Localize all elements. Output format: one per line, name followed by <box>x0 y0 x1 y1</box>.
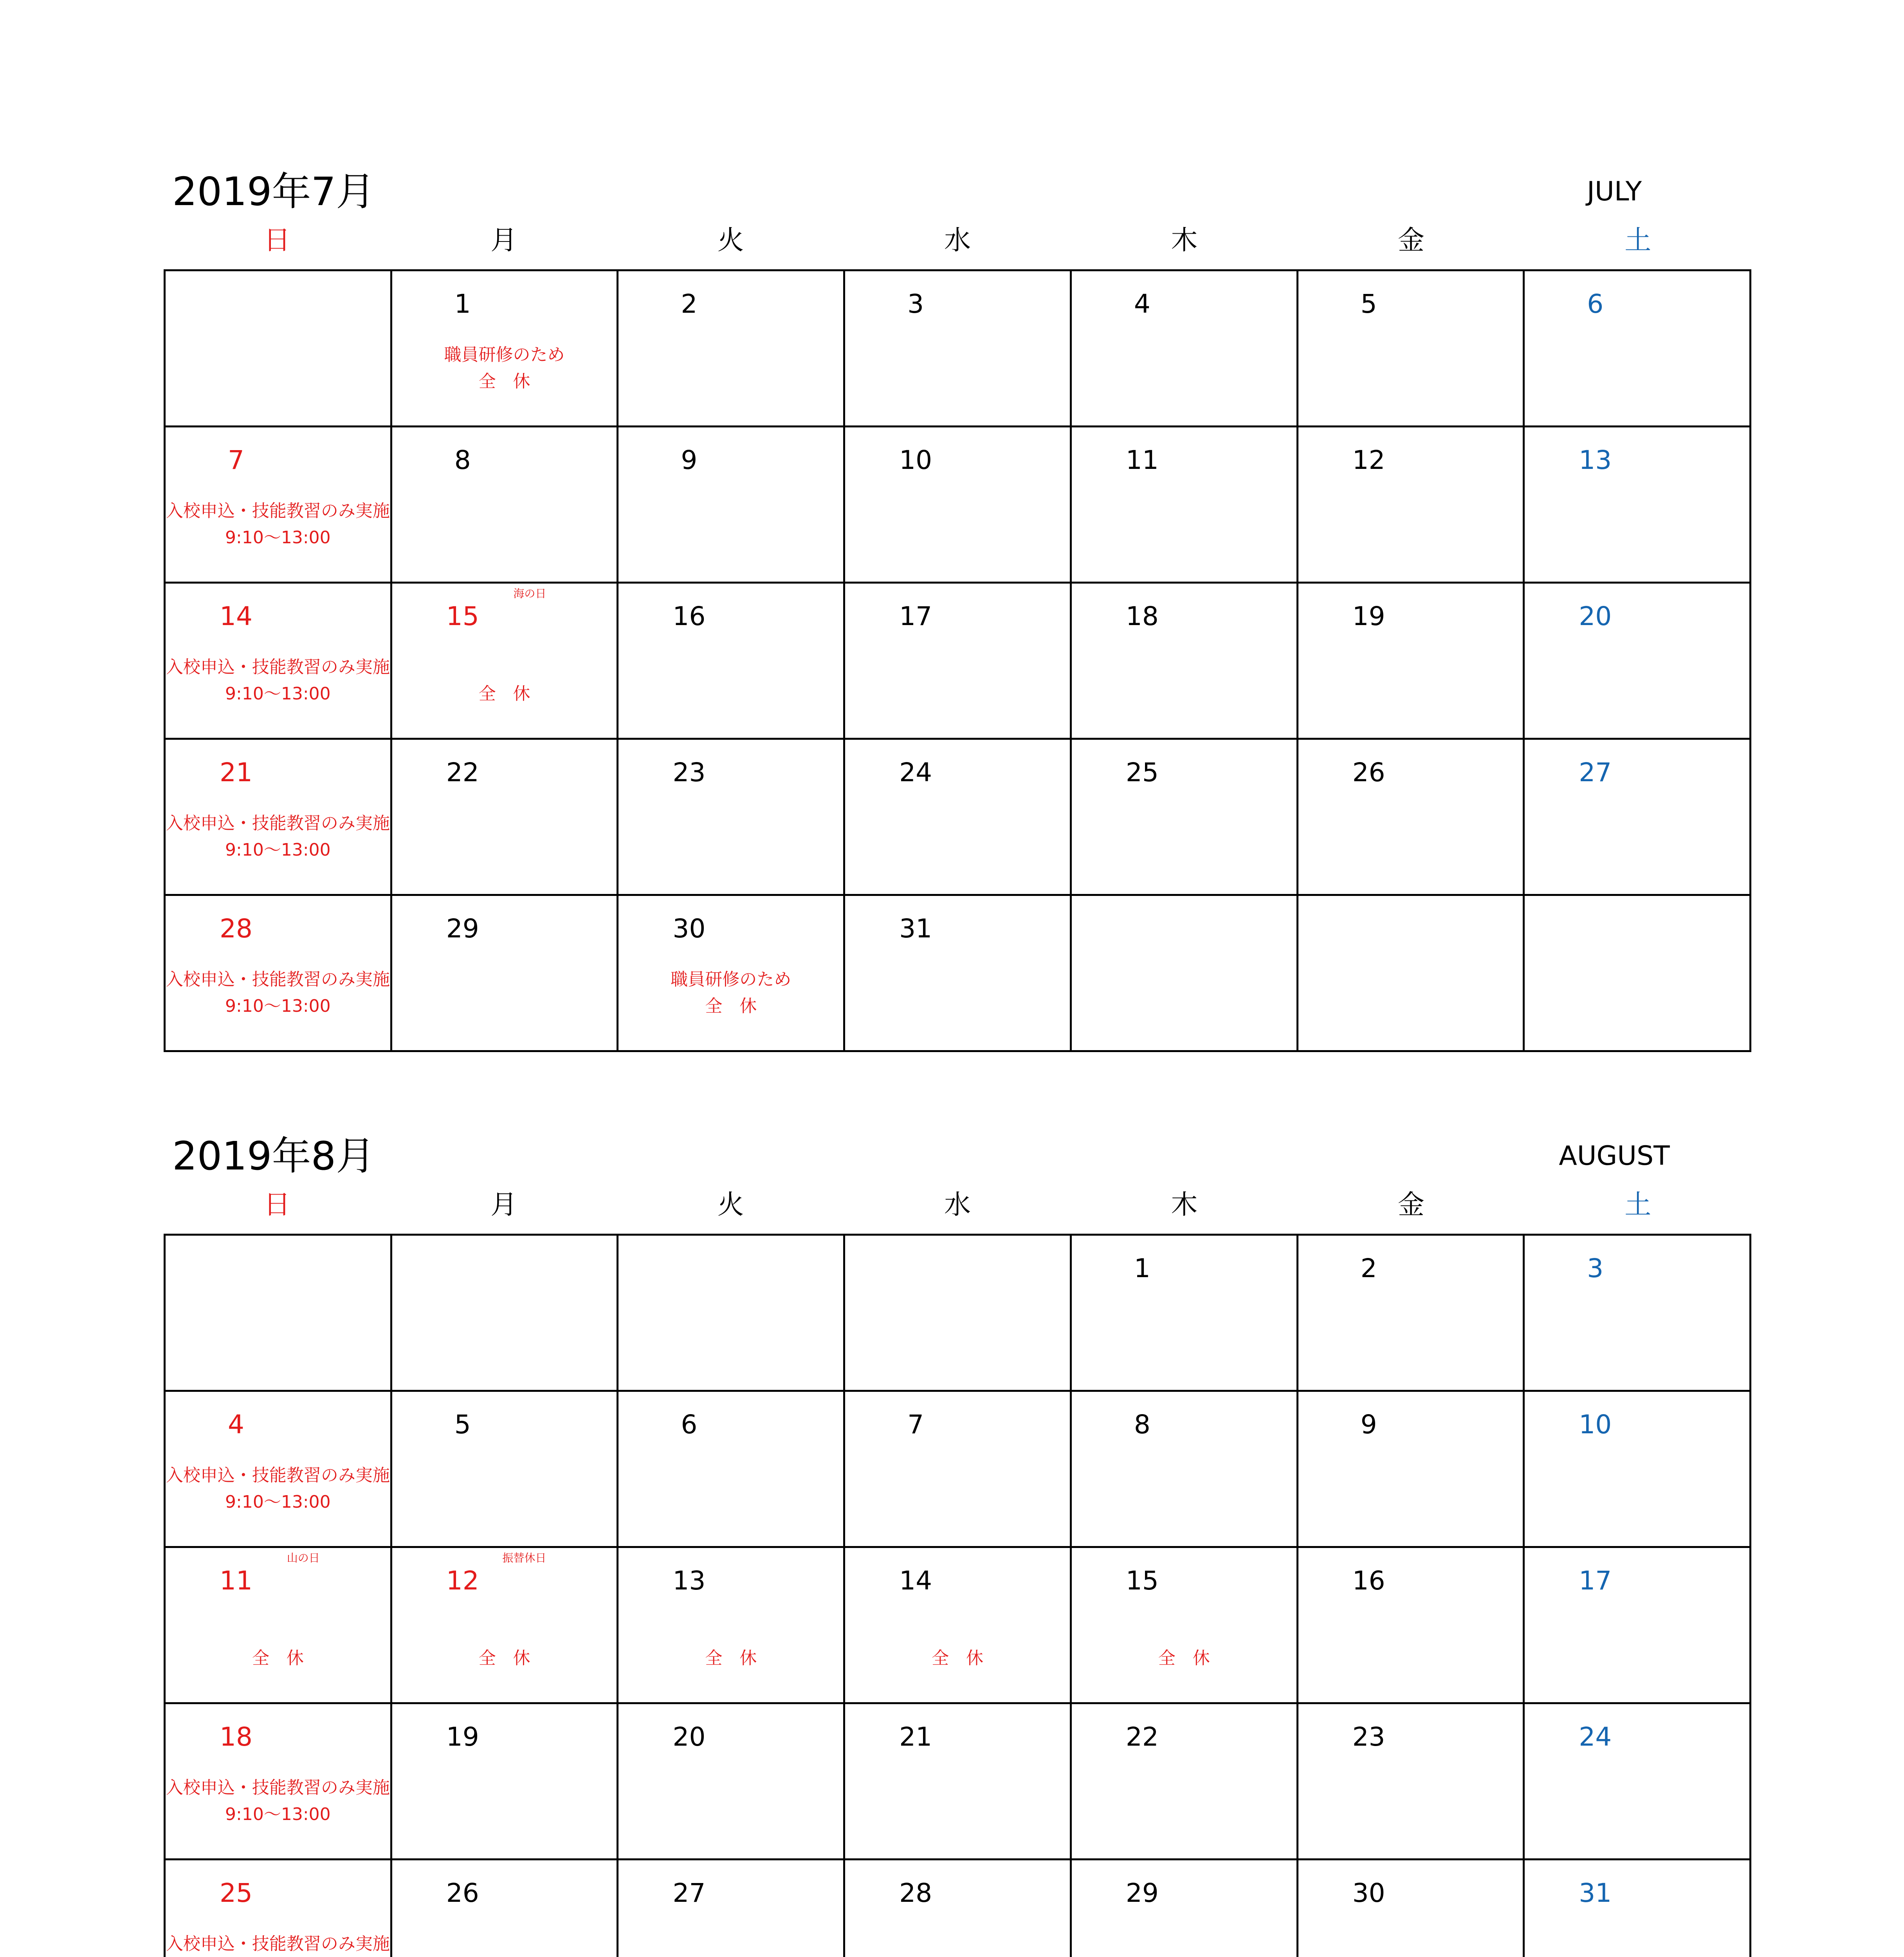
empty-cell <box>1298 896 1525 1052</box>
schedule-note-line2: 全 休 <box>478 684 530 704</box>
day-number: 22 <box>1125 1722 1159 1752</box>
schedule-note-line1: 入校申込・技能教習のみ実施 <box>166 1465 390 1485</box>
day-number: 25 <box>1125 757 1159 787</box>
month-english-name: AUGUST <box>1559 1141 1670 1171</box>
day-number: 9 <box>681 445 698 475</box>
weekday-fri: 金 <box>1397 225 1424 256</box>
day-cell <box>392 1548 619 1704</box>
weekday-mon: 月 <box>490 1189 517 1220</box>
empty-cell <box>845 1236 1072 1392</box>
day-number: 18 <box>1125 601 1159 631</box>
weekday-wed: 水 <box>944 1189 971 1220</box>
day-cell <box>1525 427 1751 584</box>
day-number: 1 <box>1134 1253 1150 1283</box>
day-cell <box>1072 1236 1298 1392</box>
day-number: 28 <box>220 914 252 944</box>
schedule-note <box>166 966 390 1020</box>
month-english-name: JULY <box>1587 176 1642 207</box>
day-cell <box>618 584 845 740</box>
schedule-note-line1: 入校申込・技能教習のみ実施 <box>166 501 390 521</box>
day-cell <box>166 1548 392 1704</box>
day-cell <box>1072 1548 1298 1704</box>
day-number: 14 <box>220 601 252 631</box>
day-cell <box>166 1704 392 1860</box>
day-cell <box>166 584 392 740</box>
schedule-note-line1 <box>845 1618 1070 1645</box>
day-number: 3 <box>1587 1253 1604 1283</box>
day-number: 16 <box>1352 1566 1385 1596</box>
day-number: 30 <box>673 914 706 944</box>
schedule-note-line2: 全 休 <box>252 1648 304 1668</box>
weekday-sun: 日 <box>263 225 290 256</box>
day-cell <box>1298 1704 1525 1860</box>
day-number: 24 <box>1579 1722 1612 1752</box>
empty-cell <box>1525 896 1751 1052</box>
schedule-note-line1: 入校申込・技能教習のみ実施 <box>166 813 390 833</box>
schedule-note-line2: 全 休 <box>1158 1648 1210 1668</box>
day-cell <box>1525 740 1751 896</box>
day-cell <box>1072 740 1298 896</box>
day-cell <box>618 427 845 584</box>
schedule-note-line2: 9:10～13:00 <box>225 1804 331 1824</box>
schedule-note <box>166 810 390 863</box>
day-cell <box>845 896 1072 1052</box>
schedule-note-line1: 入校申込・技能教習のみ実施 <box>166 657 390 677</box>
schedule-note <box>618 1618 843 1672</box>
empty-cell <box>166 1236 392 1392</box>
day-number: 6 <box>681 1409 698 1440</box>
day-number: 23 <box>673 757 706 787</box>
day-cell <box>1525 1392 1751 1548</box>
schedule-note <box>392 1618 617 1672</box>
day-number: 15 <box>1125 1566 1159 1596</box>
schedule-note-line1 <box>392 1618 617 1645</box>
schedule-note-line1: 職員研修のため <box>671 969 792 989</box>
empty-cell <box>618 1236 845 1392</box>
day-cell <box>845 271 1072 427</box>
day-cell <box>845 1860 1072 1957</box>
day-number: 8 <box>454 445 471 475</box>
day-cell <box>1298 271 1525 427</box>
schedule-note-line2: 全 休 <box>478 1648 530 1668</box>
schedule-note-line1 <box>618 1618 843 1645</box>
schedule-note-line1: 入校申込・技能教習のみ実施 <box>166 969 390 989</box>
day-cell <box>1525 1860 1751 1957</box>
day-number: 21 <box>220 757 252 787</box>
month-title: 2019年7月 <box>172 169 375 214</box>
weekday-fri: 金 <box>1397 1189 1424 1220</box>
schedule-note <box>166 1462 390 1516</box>
day-number: 11 <box>220 1566 252 1596</box>
day-number: 19 <box>1352 601 1385 631</box>
day-cell <box>1072 1704 1298 1860</box>
schedule-note-line2: 9:10～13:00 <box>225 528 331 548</box>
day-number: 15 <box>446 601 479 631</box>
day-cell <box>845 584 1072 740</box>
day-cell <box>1072 271 1298 427</box>
day-number: 18 <box>220 1722 252 1752</box>
day-cell <box>1298 740 1525 896</box>
day-number: 22 <box>446 757 479 787</box>
day-cell <box>845 1704 1072 1860</box>
day-number: 30 <box>1352 1878 1385 1908</box>
day-number: 20 <box>673 1722 706 1752</box>
weekday-tue: 火 <box>717 225 744 256</box>
day-cell <box>392 1392 619 1548</box>
day-cell <box>166 427 392 584</box>
day-number: 29 <box>446 914 479 944</box>
schedule-note-line1 <box>166 1618 390 1645</box>
day-cell <box>1525 1704 1751 1860</box>
day-cell <box>618 1704 845 1860</box>
day-number: 26 <box>1352 757 1385 787</box>
day-cell <box>618 896 845 1052</box>
day-cell <box>392 896 619 1052</box>
day-cell <box>1525 1548 1751 1704</box>
day-number: 2 <box>681 289 698 319</box>
weekday-tue: 火 <box>717 1189 744 1220</box>
day-cell <box>618 1548 845 1704</box>
schedule-note-line2: 全 休 <box>478 371 530 391</box>
day-number: 12 <box>1352 445 1385 475</box>
day-number: 24 <box>899 757 932 787</box>
day-cell <box>392 740 619 896</box>
day-cell <box>1525 584 1751 740</box>
schedule-note-line1: 入校申込・技能教習のみ実施 <box>166 1934 390 1954</box>
weekday-mon: 月 <box>490 225 517 256</box>
schedule-note-line2: 9:10～13:00 <box>225 996 331 1016</box>
day-number: 27 <box>673 1878 706 1908</box>
day-cell <box>845 1392 1072 1548</box>
day-number: 19 <box>446 1722 479 1752</box>
day-cell <box>845 740 1072 896</box>
schedule-note-line1 <box>392 654 617 681</box>
day-number: 5 <box>1360 289 1377 319</box>
weekday-sun: 日 <box>263 1189 290 1220</box>
day-number: 4 <box>228 1409 244 1440</box>
weekday-sat: 土 <box>1625 1189 1652 1220</box>
day-cell <box>1072 1392 1298 1548</box>
day-number: 26 <box>446 1878 479 1908</box>
day-number: 16 <box>673 601 706 631</box>
schedule-note <box>166 1775 390 1828</box>
day-number: 9 <box>1360 1409 1377 1440</box>
day-number: 31 <box>1579 1878 1612 1908</box>
schedule-note-line1: 入校申込・技能教習のみ実施 <box>166 1778 390 1798</box>
day-cell <box>1072 427 1298 584</box>
schedule-note-line2: 9:10～13:00 <box>225 840 331 860</box>
day-number: 29 <box>1125 1878 1159 1908</box>
day-cell <box>392 427 619 584</box>
day-cell <box>166 896 392 1052</box>
day-number: 27 <box>1579 757 1612 787</box>
holiday-name: 山の日 <box>287 1552 320 1564</box>
holiday-name: 振替休日 <box>502 1552 546 1564</box>
day-cell <box>845 427 1072 584</box>
weekday-sat: 土 <box>1625 225 1652 256</box>
day-number: 4 <box>1134 289 1150 319</box>
day-cell <box>618 1860 845 1957</box>
schedule-note <box>166 498 390 551</box>
day-number: 28 <box>899 1878 932 1908</box>
schedule-note-line1: 職員研修のため <box>444 345 565 365</box>
calendar-grid <box>164 1234 1751 1957</box>
empty-cell <box>1072 896 1298 1052</box>
schedule-note <box>618 966 843 1020</box>
day-cell <box>618 740 845 896</box>
weekday-header <box>164 1188 1751 1223</box>
day-cell <box>392 271 619 427</box>
day-cell <box>845 1548 1072 1704</box>
day-cell <box>1298 1236 1525 1392</box>
day-cell <box>1298 427 1525 584</box>
schedule-note <box>166 654 390 707</box>
schedule-note-line2: 9:10～13:00 <box>225 1492 331 1512</box>
day-cell <box>618 271 845 427</box>
day-number: 10 <box>899 445 932 475</box>
schedule-note <box>1072 1618 1296 1672</box>
schedule-note <box>392 342 617 395</box>
day-cell <box>392 584 619 740</box>
day-number: 8 <box>1134 1409 1150 1440</box>
day-number: 7 <box>228 445 244 475</box>
weekday-wed: 水 <box>944 225 971 256</box>
empty-cell <box>166 271 392 427</box>
weekday-thu: 木 <box>1171 225 1198 256</box>
holiday-name: 海の日 <box>513 587 546 600</box>
day-cell <box>1298 1860 1525 1957</box>
day-number: 7 <box>907 1409 924 1440</box>
day-number: 13 <box>1579 445 1612 475</box>
day-number: 17 <box>899 601 932 631</box>
day-cell <box>1525 1236 1751 1392</box>
weekday-thu: 木 <box>1171 1189 1198 1220</box>
day-number: 21 <box>899 1722 932 1752</box>
day-number: 3 <box>907 289 924 319</box>
day-cell <box>1298 1548 1525 1704</box>
day-cell <box>166 1860 392 1957</box>
day-cell <box>166 740 392 896</box>
day-cell <box>1525 271 1751 427</box>
schedule-note-line2: 全 休 <box>931 1648 983 1668</box>
day-cell <box>1298 1392 1525 1548</box>
day-cell <box>392 1704 619 1860</box>
day-number: 11 <box>1125 445 1159 475</box>
day-number: 10 <box>1579 1409 1612 1440</box>
day-number: 23 <box>1352 1722 1385 1752</box>
schedule-note-line2: 全 休 <box>705 996 757 1016</box>
day-number: 5 <box>454 1409 471 1440</box>
day-number: 6 <box>1587 289 1604 319</box>
schedule-note <box>845 1618 1070 1672</box>
day-cell <box>392 1860 619 1957</box>
schedule-note <box>166 1618 390 1672</box>
day-number: 25 <box>220 1878 252 1908</box>
day-number: 20 <box>1579 601 1612 631</box>
day-number: 14 <box>899 1566 932 1596</box>
day-cell <box>1072 584 1298 740</box>
day-number: 2 <box>1360 1253 1377 1283</box>
day-cell <box>1298 584 1525 740</box>
schedule-note-line2: 全 休 <box>705 1648 757 1668</box>
day-number: 17 <box>1579 1566 1612 1596</box>
month-title: 2019年8月 <box>172 1133 375 1179</box>
day-cell <box>618 1392 845 1548</box>
day-cell <box>166 1392 392 1548</box>
day-number: 1 <box>454 289 471 319</box>
day-number: 12 <box>446 1566 479 1596</box>
day-number: 31 <box>899 914 932 944</box>
day-number: 13 <box>673 1566 706 1596</box>
schedule-note-line2: 9:10～13:00 <box>225 684 331 704</box>
schedule-note <box>166 1931 390 1957</box>
schedule-note <box>392 654 617 707</box>
weekday-header <box>164 223 1751 258</box>
empty-cell <box>392 1236 619 1392</box>
schedule-note-line1 <box>1072 1618 1296 1645</box>
calendar-grid <box>164 269 1751 1052</box>
day-cell <box>1072 1860 1298 1957</box>
